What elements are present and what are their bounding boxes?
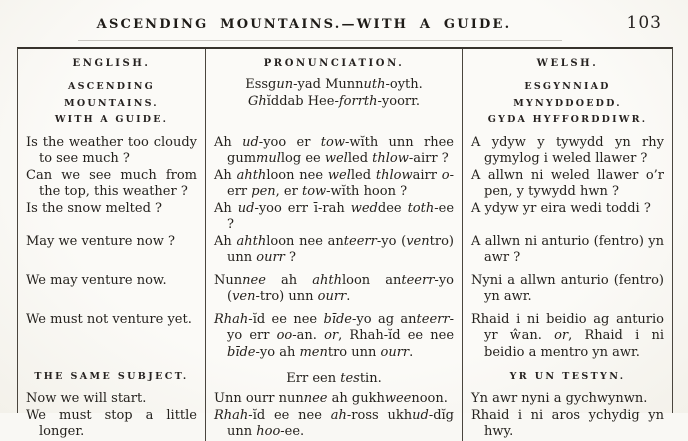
subheader-line: WITH A GUIDE. bbox=[54, 114, 169, 125]
column-subheader bbox=[462, 77, 672, 135]
phrase-cell-pr: Ah ahthloon nee anteerr-yo (ventro) unn ourr ? bbox=[205, 234, 462, 267]
phrase-cell-cy: Rhaid i ni aros ychydig yn hwy. bbox=[462, 408, 672, 441]
phrase-table-frame bbox=[17, 47, 673, 439]
phrase-table bbox=[18, 49, 672, 441]
phrase-cell-en: Now we will start. bbox=[26, 391, 147, 406]
phrase-cell-pr: Rhah-ĭd ee nee bīde-yo ag anteerr-yo err oo-an. or, Rhah-ĭd ee nee bīde-yo ah mentro unn ourr. bbox=[205, 306, 462, 362]
phrase-cell-pr: Rhah-ĭd ee nee ah-ross ukhud-dĭg unn hoo-ee. bbox=[205, 408, 462, 441]
page-number: 103 bbox=[626, 13, 662, 33]
column-header: PRONUNCIATION. bbox=[205, 49, 462, 77]
phrase-cell-cy: A allwn ni anturio (fentro) yn awr ? bbox=[462, 234, 672, 267]
phrase-cell-cy: A ydyw y tywydd yn rhy gymylog i weled llawer ? bbox=[462, 135, 672, 168]
section-header-en: THE SAME SUBJECT. bbox=[34, 371, 189, 382]
phrase-cell-cy: Yn awr nyni a gychwynwn. bbox=[462, 391, 672, 408]
phrase-cell-en: Is the snow melted ? bbox=[26, 200, 163, 216]
phrase-cell-en: May we venture now ? bbox=[26, 233, 175, 249]
page-title: ASCENDING MOUNTAINS.—WITH A GUIDE. bbox=[96, 17, 512, 32]
column-subheader bbox=[205, 77, 462, 135]
subheader-line: Essgun-yad Munnuth-oyth. bbox=[245, 77, 423, 92]
phrase-cell-cy: A ydyw yr eira wedi toddi ? bbox=[462, 201, 672, 234]
subheader-line: ASCENDING MOUNTAINS. bbox=[64, 81, 159, 109]
phrase-cell-cy: Rhaid i ni beidio ag anturio yr ŵan. or, Rhaid i ni beidio a mentro yn awr. bbox=[462, 306, 672, 362]
phrase-cell-cy: Nyni a allwn anturio (fentro) yn awr. bbox=[462, 267, 672, 306]
phrase-cell-en: Can we see much from the top, this weather ? bbox=[26, 167, 197, 199]
phrase-cell-pr: Ah ud-yoo err ī-rah weddee toth-ee ? bbox=[205, 201, 462, 234]
subheader-line: ESGYNNIAD MYNYDDOEDD. bbox=[513, 81, 622, 109]
phrase-cell-en: We may venture now. bbox=[26, 272, 167, 288]
phrase-cell-pr: Ah ud-yoo er tow-wĭth unn rhee gummullog ee welled thlow-airr ? bbox=[205, 135, 462, 168]
running-head bbox=[0, 13, 688, 37]
phrase-cell-pr: Unn ourr nunnee ah gukhweenoon. bbox=[205, 391, 462, 408]
column-subheader bbox=[18, 77, 205, 135]
section-header-cy: YR UN TESTYN. bbox=[462, 361, 672, 391]
phrase-cell-en: We must stop a little longer. bbox=[26, 407, 197, 439]
phrase-cell-en: Is the weather too cloudy to see much ? bbox=[26, 134, 197, 166]
column-header: ENGLISH. bbox=[72, 58, 151, 69]
phrase-cell-cy: A allwn ni weled llawer o’r pen, y tywydd hwn ? bbox=[462, 168, 672, 201]
subheader-line: Ghĭddab Hee-forrth-yoorr. bbox=[247, 93, 421, 109]
phrase-cell-en: We must not venture yet. bbox=[26, 311, 192, 327]
section-header-pr: Err een testin. bbox=[205, 361, 462, 391]
column-header: WELSH. bbox=[462, 49, 672, 77]
phrase-cell-pr: Ah ahthloon nee welled thlowairr o-err pen, er tow-wĭth hoon ? bbox=[205, 168, 462, 201]
phrase-cell-pr: Nunnee ah ahthloon anteerr-yo (ven-tro) unn ourr. bbox=[205, 267, 462, 306]
subheader-line: GYDA HYFFORDDIWR. bbox=[487, 114, 648, 125]
